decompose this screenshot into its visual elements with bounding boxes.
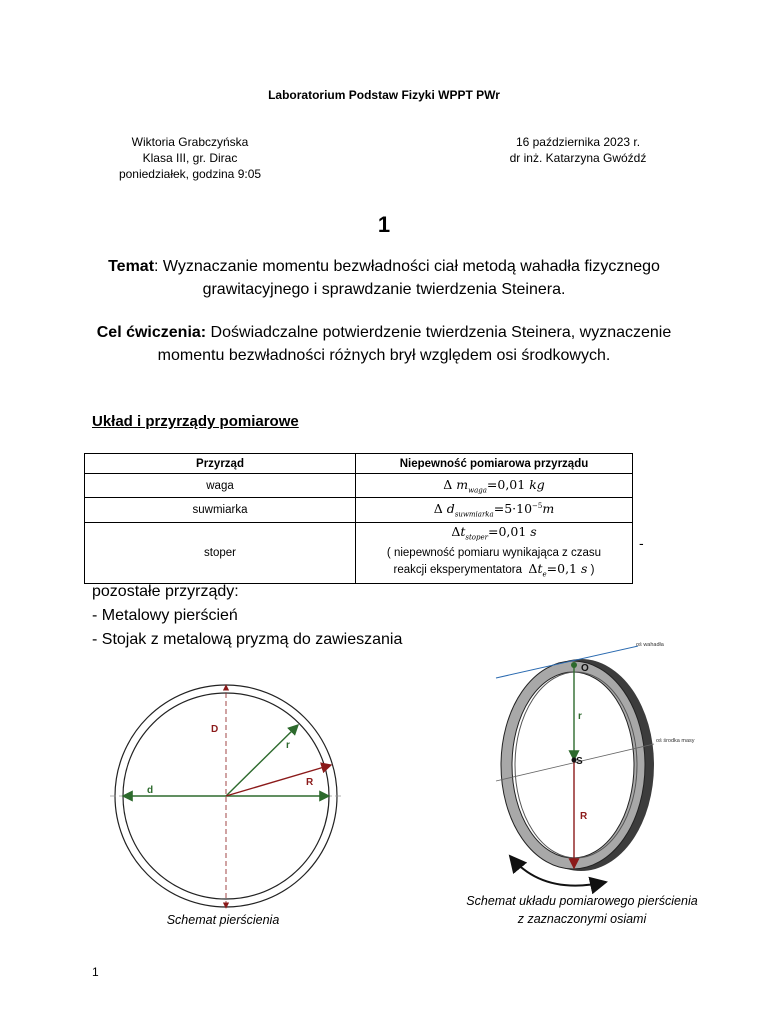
ring-caption: Schemat pierścienia	[166, 913, 280, 927]
table-row	[85, 523, 633, 584]
author-block	[90, 134, 290, 182]
goal-paragraph	[80, 321, 688, 367]
pendulum-caption	[452, 892, 712, 928]
topic-label: Temat	[108, 258, 155, 275]
stoper-note-line2: reakcji eksperymentatora $\Delta t_e=0,1$ s )	[393, 560, 595, 578]
session-time: poniedziałek, godzina 9:05	[118, 167, 262, 181]
pendulum-caption-line2: z zaznaczonymi osiami	[517, 912, 647, 926]
label-O: O	[581, 663, 589, 674]
author-name: Wiktoria Grabczyńska	[131, 135, 249, 149]
table-header-instrument: Przyrząd	[85, 454, 356, 474]
cell-uncertainty	[356, 498, 633, 523]
supervisor: dr inż. Katarzyna Gwóźdź	[509, 151, 647, 165]
label-r: r	[578, 711, 582, 722]
cell-instrument-name: stoper	[85, 523, 356, 584]
label-r: r	[286, 740, 290, 751]
list-item: - Stojak z metalową pryzmą do zawieszania	[92, 631, 403, 648]
date-block	[478, 134, 678, 166]
formula-suwmiarka: Δ $d_{suwmiarka}=5\cdot 10^{-5}m$	[433, 501, 555, 519]
label-axis-mass: oś środka masy	[656, 738, 695, 744]
label-R: R	[580, 811, 588, 822]
list-item: - Metalowy pierścień	[92, 607, 238, 624]
author-class: Klasa III, gr. Dirac	[142, 151, 238, 165]
instruments-table	[84, 453, 633, 584]
ring-inner-hole	[512, 672, 634, 858]
label-R: R	[306, 777, 314, 788]
table-row	[85, 498, 633, 523]
formula-waga: Δ $m_{waga}=0,01$ kg	[443, 476, 545, 495]
pendulum-caption-line1: Schemat układu pomiarowego pierścienia	[466, 894, 698, 908]
label-S: S	[576, 756, 583, 767]
formula-stoper: $\Delta t_{stoper}=0,01$ s	[451, 524, 537, 542]
others-heading: pozostałe przyrządy:	[92, 583, 239, 600]
cell-uncertainty	[356, 523, 633, 584]
ring-diagram	[110, 683, 345, 913]
goal-text: Doświadczalne potwierdzenie twierdzenia Steinera, wyznaczenie momentu bezwładności różnych brył względem osi środkowych.	[157, 324, 672, 364]
table-trailing-mark: -	[639, 535, 644, 551]
label-axis-pendulum: oś wahadła	[636, 642, 664, 648]
cell-instrument-name: waga	[85, 474, 356, 498]
report-date: 16 października 2023 r.	[515, 135, 641, 149]
page-number: 1	[92, 965, 99, 979]
table-header-row	[85, 454, 633, 474]
label-d: d	[147, 785, 154, 796]
label-D: D	[211, 724, 219, 735]
topic-paragraph	[80, 255, 688, 301]
topic-text: : Wyznaczanie momentu bezwładności ciał metodą wahadła fizycznego grawitacyjnego i sprawdzanie twierdzenia Steinera.	[154, 258, 660, 298]
cell-instrument-name: suwmiarka	[85, 498, 356, 523]
pendulum-diagram	[488, 634, 716, 896]
pivot-point	[571, 662, 577, 668]
exercise-number: 1	[377, 212, 391, 237]
goal-label: Cel ćwiczenia:	[96, 324, 207, 341]
lab-title: Laboratorium Podstaw Fizyki WPPT PWr	[268, 88, 500, 102]
stoper-note-line1: ( niepewność pomiaru wynikająca z czasu	[386, 546, 602, 559]
cell-uncertainty	[356, 474, 633, 498]
table-header-uncertainty: Niepewność pomiarowa przyrządu	[356, 454, 633, 474]
other-instruments	[92, 580, 402, 652]
section-title: Układ i przyrządy pomiarowe	[92, 413, 299, 430]
table-row	[85, 474, 633, 498]
